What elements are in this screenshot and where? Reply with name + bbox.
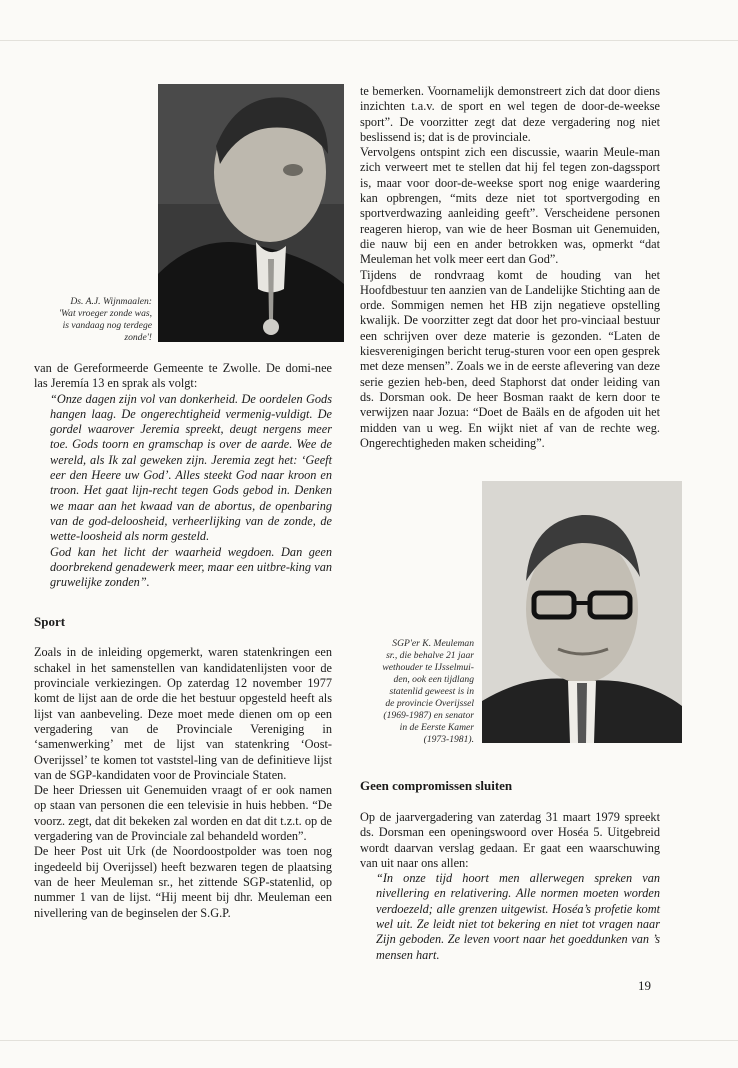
photo-caption-wijnmaalen: [34, 296, 152, 344]
quote-paragraph: God kan het licht der waarheid wegdoen. Dan geen doorbrekend genadewerk meer, maar een uitbre-king van gruwelijke zonden”.: [50, 544, 332, 590]
caption-line: zonde'!: [124, 332, 152, 343]
section-heading-sport: Sport: [34, 614, 66, 630]
caption-line: SGP'er K. Meuleman: [392, 638, 474, 649]
caption-line: Ds. A.J. Wijnmaalen:: [70, 296, 152, 307]
body-paragraph: De heer Driessen uit Genemuiden vraagt of er ook namen op staan van personen die een televisie in huis hebben. “De voorz. zegt, dat dit bekeken zal worden en dat dit t.z.t. op de vergadering van de Provinciale zal behandeld worden”.: [34, 783, 332, 844]
intro-paragraph: van de Gereformeerde Gemeente te Zwolle. De domi-nee las Jeremía 13 en sprak als volgt:: [34, 361, 332, 391]
caption-line: sr., die behalve 21 jaar: [386, 650, 474, 661]
right-column: [360, 84, 660, 451]
body-paragraph: Zoals in de inleiding opgemerkt, waren statenkringen een schakel in het samenstellen van kandidatenlijsten voor de provinciale verkiezingen. Op zaterdag 12 november 1977 komt de lijst aan de orde die het bestuur opgesteld heeft als lijst van aanbeveling. Deze moet mede dienen om op een vergadering van de Provinciale Vereniging in ‘samenwerking’ met de lijst van statenkring ‘Oost-Overijssel’ te komen tot vaststel-ling van de definitieve lijst van de SGP-kandidaten voor de Provinciale Staten.: [34, 645, 332, 782]
portrait-wijnmaalen-image: [158, 84, 344, 342]
page-number: 19: [638, 978, 651, 993]
body-paragraph: Op de jaarvergadering van zaterdag 31 maart 1979 spreekt ds. Dorsman een openingswoord over Hoséa 5. Uitgebreid wordt daarvan verslag gedaan. Er gaat een waarschuwing van uit naar ons allen:: [360, 810, 660, 870]
sermon-quote: [34, 392, 332, 591]
body-paragraph: Tijdens de rondvraag komt de houding van het Hoofdbestuur ten aanzien van de Landelijke Stichting aan de orde. Sommigen nemen het HB zijn negatieve opstelling kwalijk. De voorzitter zegt dat door het pro-vinciaal bestuur een schrijven over deze materie is gezonden. “Laten de kiesverenigingen bericht terug-sturen voor een open gesprek met deze mensen”. Zoals we in de eerste aflevering van deze serie gezien heb-ben, deed Staphorst dat onder leiding van ds. Dorsman ook. De heer Bosman raakt de kern door te verwijzen naar Jozua: “Doet de Baäls en de afgoden uit het midden van u weg. En wijkt niet af van de rechte weg. Ongerechtigheden maken scheiding”.: [360, 267, 660, 450]
portrait-meuleman-image: [482, 481, 682, 743]
caption-line: (1969-1987) en senator: [383, 710, 474, 721]
body-paragraph: De heer Post uit Urk (de Noordoostpolder was toen nog ingedeeld bij Overijssel) heeft bezwaren tegen de plaatsing van de heer Meuleman sr., het zittende SGP-statenlid, op nummer 1 van de lijst. “Hij meent bij dhr. Meuleman een nivellering van de beginselen der S.G.P.: [34, 844, 332, 920]
left-column: [34, 361, 332, 921]
caption-line: statenlid geweest is in: [389, 686, 474, 697]
photo-meuleman: [482, 481, 682, 743]
hosea-quote: [360, 871, 660, 963]
body-paragraph: te bemerken. Voornamelijk demonstreert zich dat door diens inzichten t.a.v. de sport en wel tegen de door-de-weekse sport”. De voorzitter zegt dat deze vergadering nog niet beslissend is; dat is de provinciale.: [360, 84, 660, 144]
caption-line: den, ook een tijdlang: [393, 674, 474, 685]
section-heading-geen-compromissen: Geen compromissen sluiten: [360, 778, 513, 793]
caption-line: (1973-1981).: [423, 734, 474, 745]
body-paragraph: Vervolgens ontspint zich een discussie, waarin Meule-man zich verweert met te stellen dat hij fel tegen zon-dagssport is, maar voor door-de-weekse sport nog enige waardering kan opbrengen, “mits deze niet tot sportvergoding en sportverdwazing aanleiding geeft”. Verscheidene personen reageren hierop, van wie de heer Bosman uit Genemuiden, die nauw bij een en ander betrokken was, opmerkt “dat Meuleman het volk meer eert dan God”.: [360, 145, 660, 267]
caption-line: 'Wat vroeger zonde was,: [58, 308, 152, 319]
caption-line: is vandaag nog terdege: [62, 320, 152, 331]
photo-caption-meuleman: [360, 638, 474, 746]
caption-line: de provincie Overijssel: [385, 698, 474, 709]
photo-wijnmaalen: [158, 84, 344, 342]
right-column-lower: [360, 778, 660, 963]
caption-line: wethouder te IJsselmui-: [382, 662, 474, 673]
bottom-rule: [0, 1040, 738, 1041]
top-rule: [0, 40, 738, 41]
quote-paragraph: “Onze dagen zijn vol van donkerheid. De oordelen Gods hangen laag. De ongerechtigheid vermenig-vuldigt. De gordel waarover Jeremia spreekt, deugt nergens meer toe. Gods toorn en gramschap is over de aarde. Wee de wereld, als Ik zal geweken zijn. Jeremia zegt het: ‘Geeft eer den Heere uw God’. Alles steekt God naar kroon en troon. Het gaat lijn-recht tegen Gods gebod in. Denken we maar aan het kwaad van de abortus, de openbaring van de god-deloosheid, verheerlijking van de zonde, de wette-loosheid als norm gesteld.: [50, 391, 332, 544]
caption-line: in de Eerste Kamer: [399, 722, 474, 733]
quote-paragraph: “In onze tijd hoort men allerwegen spreken van nivellering en relativering. Alle normen moeten worden verdoezeld; alle grenzen uitgewist. Hoséa’s profetie komt wel uit. Ze leidt niet tot bekering en niet tot vragen naar Zijn geboden. Ze leven voort naar het goeddunken van ’s mensen hart.: [376, 871, 660, 962]
